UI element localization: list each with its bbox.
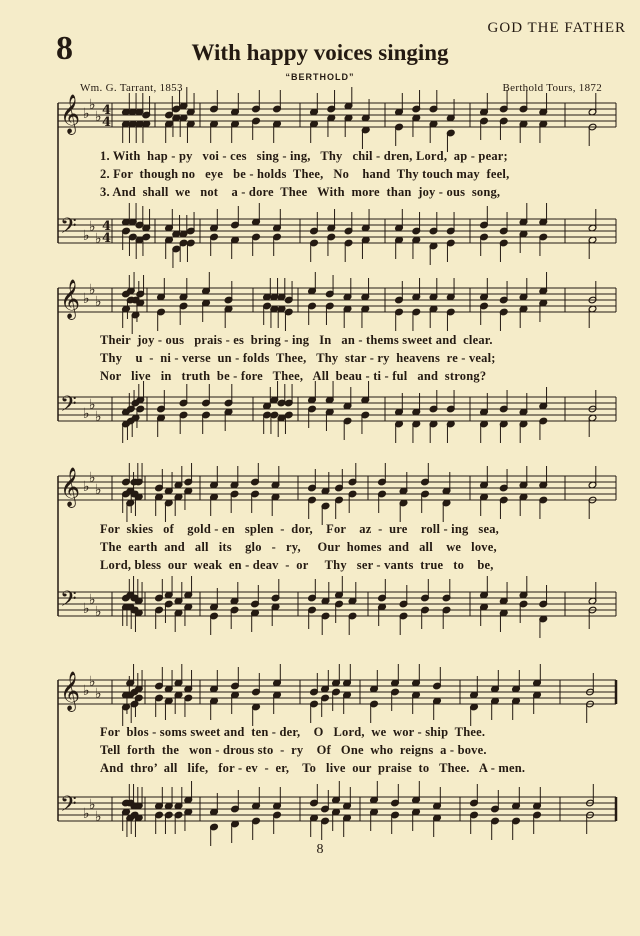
flat-sign: ♭ <box>83 806 90 822</box>
lyric-line: 3. And shall we not a - dore Thee With more than joy - ous song, <box>100 185 501 199</box>
flat-sign: ♭ <box>95 482 102 498</box>
lyric-line: 1. With hap - py voi - ces sing - ing, Thy chil - dren, Lord, ap - pear; <box>100 149 508 163</box>
flat-sign: ♭ <box>95 686 102 702</box>
lyric-line: And thro’ all life, for - ev - er, To live our praise to Thee. A - men. <box>100 761 526 775</box>
lyric-line: For blos - soms sweet and ten - der, O Lord, we wor - ship Thee. <box>100 725 486 739</box>
lyric-line: Lord, bless our weak en - deav - or Thy ser - vants true to be, <box>100 558 494 572</box>
lyric-line: Nor live in truth be - fore Thee, All beau - ti - ful and strong? <box>100 369 487 383</box>
flat-sign: ♭ <box>95 109 102 125</box>
flat-sign: ♭ <box>95 604 102 620</box>
lyric-line: Thy u - ni - verse un - folds Thee, Thy star - ry heavens re - veal; <box>100 351 496 365</box>
treble-clef: 𝄞 <box>60 467 81 507</box>
flat-sign: ♭ <box>83 406 90 422</box>
treble-clef: 𝄞 <box>60 94 81 134</box>
lyric-line: Tell forth the won - drous sto - ry Of One who reigns a - bove. <box>100 743 487 757</box>
flat-sign: ♭ <box>95 231 102 247</box>
bass-clef: 𝄢 <box>60 587 77 617</box>
flat-sign: ♭ <box>89 219 96 235</box>
hymn-number: 8 <box>56 30 73 67</box>
treble-clef: 𝄞 <box>60 279 81 319</box>
flat-sign: ♭ <box>83 228 90 244</box>
flat-sign: ♭ <box>95 809 102 825</box>
lyric-line: Their joy - ous prais - es bring - ing In an - thems sweet and clear. <box>100 333 493 347</box>
time-signature: 4 <box>102 103 112 118</box>
author-credit: Wm. G. Tarrant, 1853 <box>80 82 183 94</box>
flat-sign: ♭ <box>89 470 96 486</box>
bass-clef: 𝄢 <box>60 792 77 822</box>
flat-sign: ♭ <box>89 674 96 690</box>
time-signature: 4 <box>102 231 112 246</box>
lyric-line: 2. For though no eye be - holds Thee, No hand Thy touch may feel, <box>100 167 510 181</box>
flat-sign: ♭ <box>89 397 96 413</box>
section-heading: GOD THE FATHER <box>487 20 626 36</box>
hymn-title: With happy voices singing <box>191 40 449 65</box>
flat-sign: ♭ <box>89 797 96 813</box>
time-signature: 4 <box>102 115 112 130</box>
lyric-line: For skies of gold - en splen - dor, For az - ure roll - ing sea, <box>100 522 499 536</box>
flat-sign: ♭ <box>83 106 90 122</box>
treble-clef: 𝄞 <box>60 671 81 711</box>
time-signature: 4 <box>102 219 112 234</box>
flat-sign: ♭ <box>89 97 96 113</box>
bass-clef: 𝄢 <box>60 214 77 244</box>
page-number: 8 <box>316 842 324 857</box>
flat-sign: ♭ <box>83 291 90 307</box>
flat-sign: ♭ <box>89 592 96 608</box>
flat-sign: ♭ <box>83 683 90 699</box>
flat-sign: ♭ <box>83 601 90 617</box>
lyric-line: The earth and all its glo - ry, Our homes and all we love, <box>100 540 497 554</box>
composer-credit: Berthold Tours, 1872 <box>502 82 602 94</box>
flat-sign: ♭ <box>83 479 90 495</box>
tune-name: “BERTHOLD” <box>285 72 355 82</box>
bass-clef: 𝄢 <box>60 392 77 422</box>
flat-sign: ♭ <box>95 409 102 425</box>
flat-sign: ♭ <box>89 282 96 298</box>
flat-sign: ♭ <box>95 294 102 310</box>
